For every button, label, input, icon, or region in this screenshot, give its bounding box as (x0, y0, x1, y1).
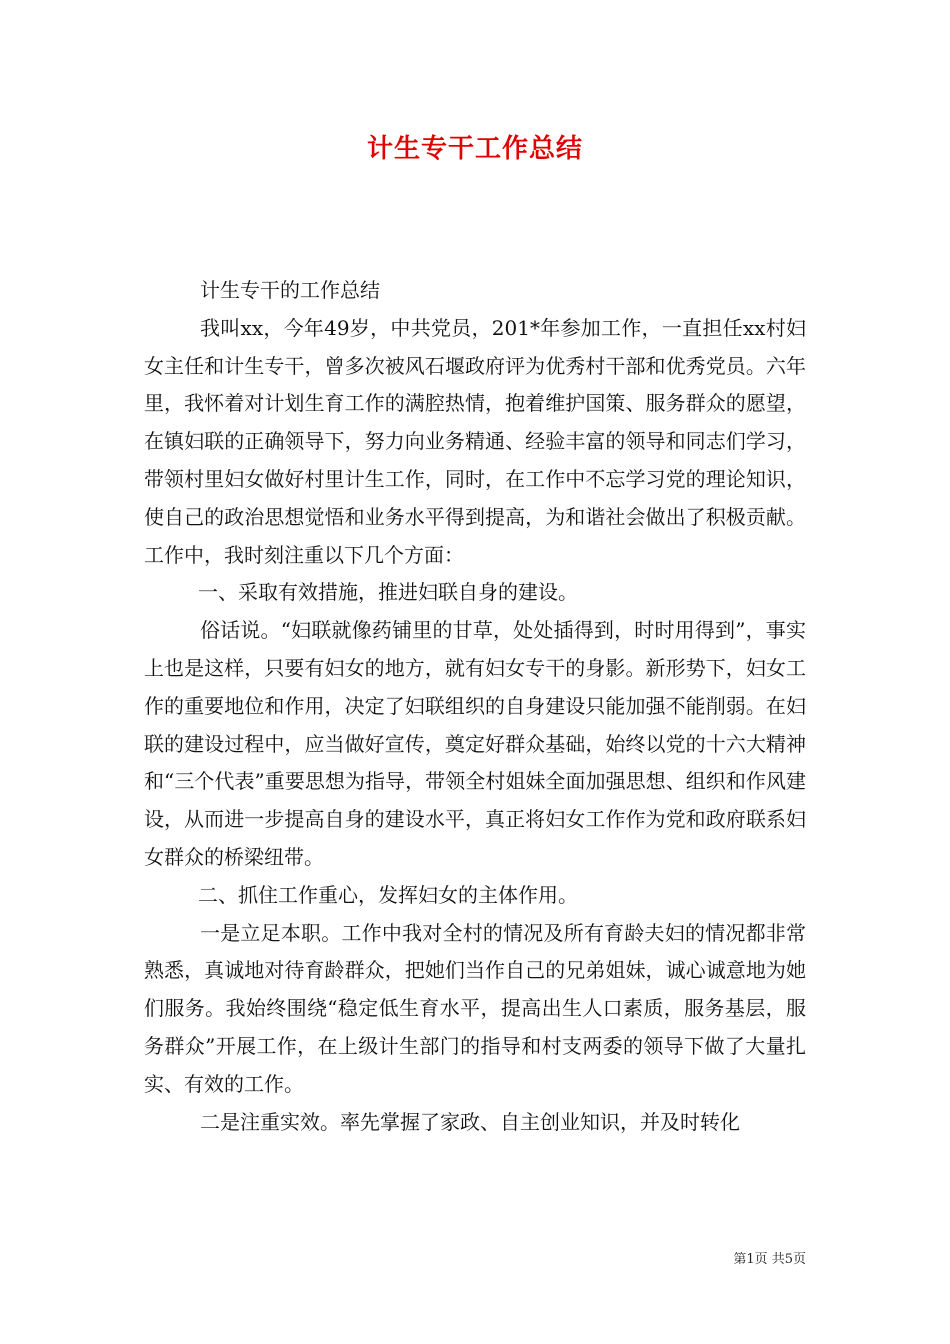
document-body (144, 272, 806, 1141)
page-number: 第1页 共5页 (733, 1252, 806, 1267)
paragraph-subtitle: 计生专干的工作总结 (200, 278, 380, 302)
document-title: 计生专干工作总结 (366, 134, 583, 164)
section-heading-1: 一、采取有效措施，推进妇联自身的建设。 (198, 580, 578, 605)
paragraph-point-2: 二是注重实效。率先掌握了家政、自主创业知识，并及时转化 (200, 1109, 740, 1134)
paragraph-section-1: 俗话说。“妇联就像药铺里的甘草，处处插得到，时时用得到”，事实上也是这样，只要有妇女的地方，就有妇女专干的身影。新形势下，妇女工作的重要地位和作用，决定了妇联组织的自身建设只能加强不能削弱。在妇联的建设过程中，应当做好宣传，奠定好群众基础，始终以党的十六大精神和“三个代表”重要思想为指导，带领全村姐妹全面加强思想、组织和作风建设，从而进一步提高自身的建设水平，真正将妇女工作作为党和政府联系妇女群众的桥梁纽带。 (144, 618, 806, 869)
paragraph-point-1: 一是立足本职。工作中我对全村的情况及所有育龄夫妇的情况都非常熟悉，真诚地对待育龄群众，把她们当作自己的兄弟姐妹，诚心诚意地为她们服务。我始终围绕“稳定低生育水平，提高出生人口素质，服务基层，服务群众”开展工作，在上级计生部门的指导和村支两委的领导下做了大量扎实、有效的工作。 (144, 920, 806, 1096)
paragraph-introduction: 我叫xx，今年49岁，中共党员，201*年参加工作，一直担任xx村妇女主任和计生专干，曾多次被风石堰政府评为优秀村干部和优秀党员。六年里，我怀着对计划生育工作的满腔热情，抱着维护国策、服务群众的愿望，在镇妇联的正确领导下，努力向业务精通、经验丰富的领导和同志们学习，带领村里妇女做好村里计生工作，同时，在工作中不忘学习党的理论知识，使自己的政治思想觉悟和业务水平得到提高，为和谐社会做出了积极贡献。工作中，我时刻注重以下几个方面： (144, 315, 806, 567)
section-heading-2: 二、抓住工作重心，发挥妇女的主体作用。 (198, 882, 578, 907)
